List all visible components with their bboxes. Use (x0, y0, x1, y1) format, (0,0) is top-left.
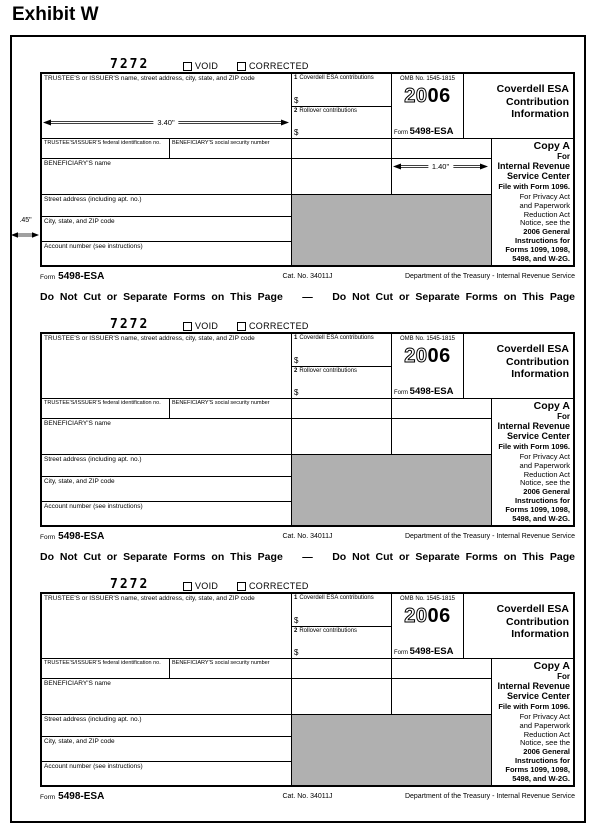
irs-center-label: Internal Revenue Service Center (497, 421, 570, 441)
file-with-label: File with Form 1096. (498, 182, 570, 191)
catalog-number: Cat. No. 34011J (282, 793, 333, 800)
copy-a-panel (492, 659, 573, 785)
street-address-field[interactable] (42, 195, 291, 217)
beneficiary-ssn-field[interactable] (170, 659, 291, 678)
account-number-label: Account number (see instructions) (44, 503, 143, 510)
middle-boxes-column (292, 659, 492, 785)
void-checkbox-group (183, 321, 218, 331)
form-footer (40, 271, 575, 284)
trustee-tin-field[interactable] (42, 139, 170, 158)
box1-coverdell-esa-contributions-field[interactable] (292, 334, 391, 367)
omb-number: OMB No. 1545-1815 (399, 76, 456, 82)
beneficiary-name-label: BENEFICIARY'S name (44, 420, 111, 427)
box2-label: Rollover contributions (299, 368, 358, 374)
form-header-band (40, 575, 575, 592)
box1-number: 1 (294, 75, 298, 81)
em-dash: — (302, 291, 313, 303)
box1-coverdell-esa-contributions-field[interactable] (292, 594, 391, 627)
instructions-reference: 2006 General Instructions for Forms 1099, 1098, 5498, and W-2G. (505, 487, 570, 523)
box1-label: Coverdell ESA contributions (299, 75, 374, 81)
footer-form-number: Form 5498-ESA (40, 271, 105, 282)
tin-label: TRUSTEE'S/ISSUER'S federal identification no. (44, 140, 161, 146)
void-checkbox-group (183, 61, 218, 71)
city-state-zip-field[interactable] (42, 737, 291, 762)
void-checkbox[interactable] (183, 322, 192, 331)
dollar-sign: $ (294, 356, 299, 365)
empty-box (292, 139, 392, 158)
dimension-label: 1.40" (428, 163, 453, 171)
tax-year: 2006 (404, 345, 451, 367)
left-margin-dimension (11, 217, 40, 239)
city-state-zip-label: City, state, and ZIP code (44, 478, 115, 485)
form-title: Coverdell ESA Contribution Information (496, 83, 569, 120)
beneficiary-ssn-field[interactable] (170, 139, 291, 158)
copy-a-label: Copy A (533, 140, 570, 152)
void-label: VOID (195, 321, 219, 331)
empty-box (292, 399, 392, 418)
tin-label: TRUSTEE'S/ISSUER'S federal identification no. (44, 660, 161, 666)
beneficiary-name-field[interactable] (42, 679, 291, 715)
box2-number: 2 (294, 628, 298, 634)
form-number: Form 5498-ESA (394, 646, 454, 657)
form-header-band (40, 55, 575, 72)
omb-year-box (392, 334, 464, 398)
form-body (40, 332, 575, 527)
beneficiary-name-field[interactable] (42, 419, 291, 455)
account-number-label: Account number (see instructions) (44, 763, 143, 770)
exhibit-border-box (10, 35, 586, 823)
street-address-field[interactable] (42, 455, 291, 477)
empty-box (392, 399, 491, 418)
copy-a-label: Copy A (533, 660, 570, 672)
city-state-zip-field[interactable] (42, 477, 291, 502)
omb-number: OMB No. 1545-1815 (399, 336, 456, 342)
account-number-field[interactable] (42, 242, 291, 265)
corrected-label: CORRECTED (249, 321, 309, 331)
city-state-zip-label: City, state, and ZIP code (44, 218, 115, 225)
top-band (42, 74, 573, 139)
left-fields-column (42, 399, 292, 525)
street-address-field[interactable] (42, 715, 291, 737)
do-not-cut-notice: Do Not Cut or Separate Forms on This Page — Do Not Cut or Separate Forms on This Page (40, 551, 575, 563)
form-body (40, 592, 575, 787)
omb-year-box (392, 594, 464, 658)
width-dimension-1-40 (393, 162, 488, 171)
empty-box (392, 659, 491, 678)
empty-box (392, 419, 491, 454)
trustee-label: TRUSTEE'S or ISSUER'S name, street address, city, state, and ZIP code (44, 335, 255, 342)
empty-box (292, 679, 392, 714)
city-state-zip-label: City, state, and ZIP code (44, 738, 115, 745)
trustee-name-address-field[interactable] (42, 334, 292, 398)
tax-year: 2006 (404, 605, 451, 627)
empty-box (392, 679, 491, 714)
dollar-sign: $ (294, 616, 299, 625)
copy-for-label: For (557, 672, 570, 681)
irs-center-label: Internal Revenue Service Center (497, 681, 570, 701)
street-address-label: Street address (including apt. no.) (44, 716, 142, 723)
trustee-label: TRUSTEE'S or ISSUER'S name, street address, city, state, and ZIP code (44, 595, 255, 602)
void-checkbox[interactable] (183, 582, 192, 591)
middle-boxes-column (292, 139, 492, 265)
forms-container (19, 55, 584, 804)
file-with-label: File with Form 1096. (498, 702, 570, 711)
lower-band (42, 399, 573, 525)
em-dash: — (302, 551, 313, 563)
treasury-label: Department of the Treasury - Internal Revenue Service (404, 533, 575, 540)
privacy-notice: For Privacy Act and Paperwork Reduction Act Notice, see the (519, 712, 570, 748)
corrected-label: CORRECTED (249, 61, 309, 71)
ssn-label: BENEFICIARY'S social security number (172, 660, 270, 666)
copy-for-label: For (557, 412, 570, 421)
dollar-sign: $ (294, 128, 299, 137)
middle-boxes-column (292, 399, 492, 525)
trustee-label: TRUSTEE'S or ISSUER'S name, street address, city, state, and ZIP code (44, 75, 255, 82)
box1-number: 1 (294, 595, 298, 601)
instructions-reference: 2006 General Instructions for Forms 1099, 1098, 5498, and W-2G. (505, 747, 570, 783)
lower-band (42, 139, 573, 265)
corrected-checkbox[interactable] (237, 582, 246, 591)
treasury-label: Department of the Treasury - Internal Revenue Service (404, 273, 575, 280)
box2-label: Rollover contributions (299, 108, 358, 114)
void-label: VOID (195, 61, 219, 71)
box1-number: 1 (294, 335, 298, 341)
box1-coverdell-esa-contributions-field[interactable] (292, 74, 391, 107)
trustee-tin-field[interactable] (42, 399, 170, 418)
copy-for-label: For (557, 152, 570, 161)
double-arrow-icon (11, 231, 39, 239)
catalog-number: Cat. No. 34011J (282, 533, 333, 540)
shaded-area (292, 715, 491, 785)
lower-band (42, 659, 573, 785)
street-address-label: Street address (including apt. no.) (44, 456, 142, 463)
top-band (42, 594, 573, 659)
beneficiary-name-label: BENEFICIARY'S name (44, 680, 111, 687)
empty-box (392, 159, 491, 194)
box2-rollover-contributions-field[interactable] (292, 367, 391, 398)
omb-number: OMB No. 1545-1815 (399, 596, 456, 602)
form-code: 7272 (110, 317, 150, 332)
box2-label: Rollover contributions (299, 628, 358, 634)
catalog-number: Cat. No. 34011J (282, 273, 333, 280)
corrected-checkbox[interactable] (237, 62, 246, 71)
city-state-zip-field[interactable] (42, 217, 291, 242)
box2-number: 2 (294, 108, 298, 114)
ssn-label: BENEFICIARY'S social security number (172, 400, 270, 406)
box1-label: Coverdell ESA contributions (299, 595, 374, 601)
corrected-checkbox-group (237, 581, 309, 591)
form-5498-esa (19, 55, 575, 315)
footer-form-number: Form 5498-ESA (40, 791, 105, 802)
form-number: Form 5498-ESA (394, 126, 454, 137)
corrected-checkbox-group (237, 321, 309, 331)
form-5498-esa (40, 315, 575, 575)
beneficiary-ssn-field[interactable] (170, 399, 291, 418)
footer-form-number: Form 5498-ESA (40, 531, 105, 542)
form-body (40, 72, 575, 267)
form-title: Coverdell ESA Contribution Information (496, 603, 569, 640)
tin-label: TRUSTEE'S/ISSUER'S federal identification no. (44, 400, 161, 406)
dollar-sign: $ (294, 388, 299, 397)
trustee-tin-field[interactable] (42, 659, 170, 678)
do-not-cut-notice: Do Not Cut or Separate Forms on This Page — Do Not Cut or Separate Forms on This Page (40, 291, 575, 303)
ssn-label: BENEFICIARY'S social security number (172, 140, 270, 146)
exhibit-title: Exhibit W (12, 4, 99, 25)
trustee-name-address-field[interactable] (42, 74, 292, 138)
form-code: 7272 (110, 57, 150, 72)
treasury-label: Department of the Treasury - Internal Revenue Service (404, 793, 575, 800)
void-checkbox[interactable] (183, 62, 192, 71)
empty-box (292, 419, 392, 454)
form-header-band (40, 315, 575, 332)
file-with-label: File with Form 1096. (498, 442, 570, 451)
account-number-label: Account number (see instructions) (44, 243, 143, 250)
shaded-area (292, 195, 491, 265)
omb-year-box (392, 74, 464, 138)
beneficiary-name-field[interactable] (42, 159, 291, 195)
box1-label: Coverdell ESA contributions (299, 335, 374, 341)
copy-a-panel (492, 139, 573, 265)
beneficiary-name-label: BENEFICIARY'S name (44, 160, 111, 167)
amount-boxes-column (292, 594, 392, 658)
box2-number: 2 (294, 368, 298, 374)
dimension-label: .45" (19, 217, 32, 224)
box2-rollover-contributions-field[interactable] (292, 627, 391, 658)
void-label: VOID (195, 581, 219, 591)
account-number-field[interactable] (42, 762, 291, 785)
irs-center-label: Internal Revenue Service Center (497, 161, 570, 181)
corrected-label: CORRECTED (249, 581, 309, 591)
privacy-notice: For Privacy Act and Paperwork Reduction Act Notice, see the (519, 452, 570, 488)
form-footer (40, 791, 575, 804)
box2-rollover-contributions-field[interactable] (292, 107, 391, 138)
instructions-reference: 2006 General Instructions for Forms 1099, 1098, 5498, and W-2G. (505, 227, 570, 263)
corrected-checkbox-group (237, 61, 309, 71)
form-number: Form 5498-ESA (394, 386, 454, 397)
empty-box (292, 659, 392, 678)
trustee-name-address-field[interactable] (42, 594, 292, 658)
street-address-label: Street address (including apt. no.) (44, 196, 142, 203)
left-fields-column (42, 659, 292, 785)
privacy-notice: For Privacy Act and Paperwork Reduction Act Notice, see the (519, 192, 570, 228)
corrected-checkbox[interactable] (237, 322, 246, 331)
form-5498-esa (40, 575, 575, 804)
left-fields-column (42, 139, 292, 265)
amount-boxes-column (292, 74, 392, 138)
account-number-field[interactable] (42, 502, 291, 525)
dimension-label: 3.40" (153, 119, 178, 127)
tax-year: 2006 (404, 85, 451, 107)
empty-box (292, 159, 392, 194)
shaded-area (292, 455, 491, 525)
form-title: Coverdell ESA Contribution Information (496, 343, 569, 380)
dollar-sign: $ (294, 648, 299, 657)
void-checkbox-group (183, 581, 218, 591)
width-dimension-3-40 (43, 118, 289, 127)
amount-boxes-column (292, 334, 392, 398)
form-code: 7272 (110, 577, 150, 592)
form-footer (40, 531, 575, 544)
copy-a-label: Copy A (533, 400, 570, 412)
top-band (42, 334, 573, 399)
copy-a-panel (492, 399, 573, 525)
dollar-sign: $ (294, 96, 299, 105)
empty-box (392, 139, 491, 158)
